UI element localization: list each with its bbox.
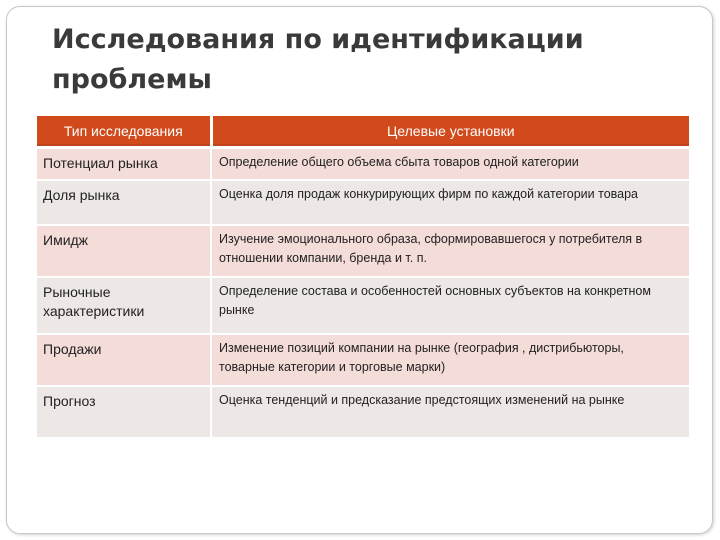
row-goal-cell: Определение состава и особенностей основных субъектов на конкретном рынке <box>211 277 689 334</box>
slide-title: Исследования по идентификации проблемы <box>52 24 584 95</box>
row-goal-cell: Изучение эмоционального образа, сформировавшегося у потребителя в отношении компании, бренда и т. п. <box>211 225 689 277</box>
row-type-cell: Доля рынка <box>37 180 211 225</box>
table-row <box>37 225 689 277</box>
table-row <box>37 148 689 180</box>
table-row <box>37 277 689 334</box>
table-row <box>37 180 689 225</box>
table-header-row <box>37 116 689 148</box>
row-type-cell: Потенциал рынка <box>37 148 211 180</box>
row-type-cell: Рыночные характеристики <box>37 277 211 334</box>
row-type-cell: Имидж <box>37 225 211 277</box>
row-goal-cell: Изменение позиций компании на рынке (география , дистрибьюторы, товарные категории и торговые марки) <box>211 334 689 386</box>
table-row <box>37 334 689 386</box>
table-row <box>37 386 689 438</box>
header-goal: Целевые установки <box>211 116 689 148</box>
row-goal-cell: Оценка доля продаж конкурирующих фирм по каждой категории товара <box>211 180 689 225</box>
row-type-cell: Продажи <box>37 334 211 386</box>
header-type: Тип исследования <box>37 116 211 148</box>
row-goal-cell: Оценка тенденций и предсказание предстоящих изменений на рынке <box>211 386 689 438</box>
row-goal-cell: Определение общего объема сбыта товаров одной категории <box>211 148 689 180</box>
research-table <box>37 116 689 439</box>
row-type-cell: Прогноз <box>37 386 211 438</box>
